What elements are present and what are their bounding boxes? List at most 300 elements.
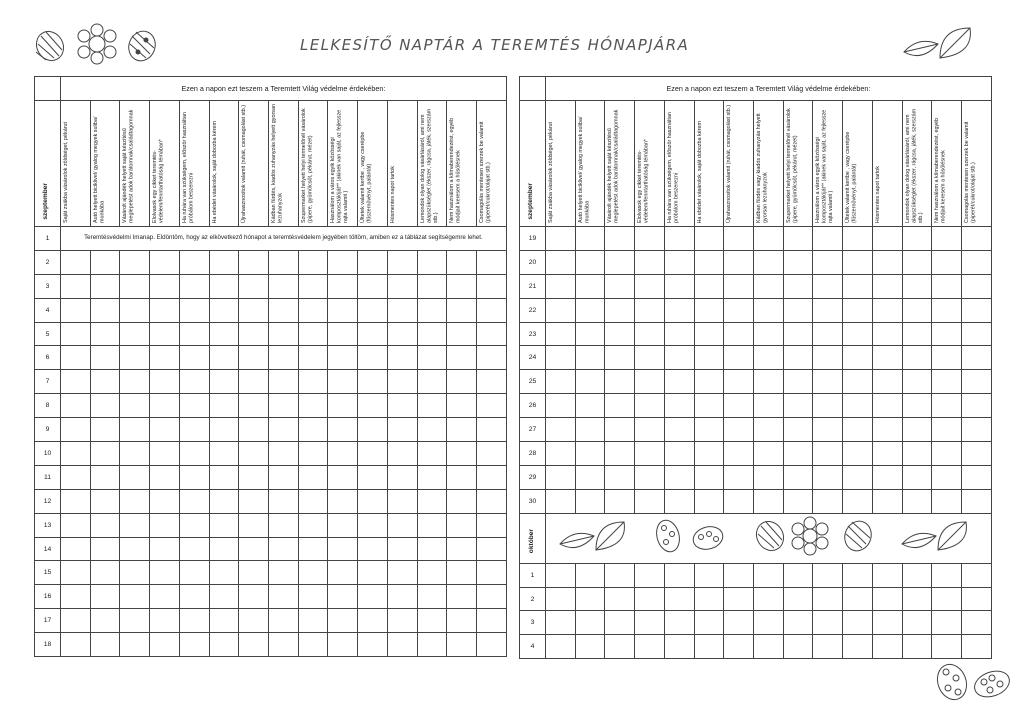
checkbox-cell[interactable] bbox=[90, 489, 120, 513]
checkbox-cell[interactable] bbox=[783, 298, 813, 322]
checkbox-cell[interactable] bbox=[298, 561, 328, 585]
checkbox-cell[interactable] bbox=[209, 322, 239, 346]
checkbox-cell[interactable] bbox=[575, 227, 605, 251]
checkbox-cell[interactable] bbox=[843, 563, 873, 587]
checkbox-cell[interactable] bbox=[239, 537, 269, 561]
checkbox-cell[interactable] bbox=[575, 298, 605, 322]
checkbox-cell[interactable] bbox=[298, 274, 328, 298]
checkbox-cell[interactable] bbox=[813, 489, 843, 513]
checkbox-cell[interactable] bbox=[783, 274, 813, 298]
checkbox-cell[interactable] bbox=[783, 346, 813, 370]
checkbox-cell[interactable] bbox=[179, 537, 209, 561]
checkbox-cell[interactable] bbox=[635, 346, 665, 370]
checkbox-cell[interactable] bbox=[843, 394, 873, 418]
checkbox-cell[interactable] bbox=[209, 250, 239, 274]
checkbox-cell[interactable] bbox=[358, 609, 388, 633]
checkbox-cell[interactable] bbox=[209, 394, 239, 418]
checkbox-cell[interactable] bbox=[694, 394, 724, 418]
checkbox-cell[interactable] bbox=[417, 633, 447, 657]
checkbox-cell[interactable] bbox=[635, 274, 665, 298]
checkbox-cell[interactable] bbox=[477, 513, 507, 537]
checkbox-cell[interactable] bbox=[90, 585, 120, 609]
checkbox-cell[interactable] bbox=[843, 370, 873, 394]
checkbox-cell[interactable] bbox=[90, 394, 120, 418]
checkbox-cell[interactable] bbox=[635, 298, 665, 322]
checkbox-cell[interactable] bbox=[754, 370, 784, 394]
checkbox-cell[interactable] bbox=[724, 611, 754, 635]
checkbox-cell[interactable] bbox=[872, 587, 902, 611]
checkbox-cell[interactable] bbox=[962, 250, 992, 274]
checkbox-cell[interactable] bbox=[179, 513, 209, 537]
checkbox-cell[interactable] bbox=[239, 633, 269, 657]
checkbox-cell[interactable] bbox=[813, 346, 843, 370]
checkbox-cell[interactable] bbox=[902, 370, 932, 394]
checkbox-cell[interactable] bbox=[872, 442, 902, 466]
checkbox-cell[interactable] bbox=[932, 370, 962, 394]
checkbox-cell[interactable] bbox=[605, 346, 635, 370]
checkbox-cell[interactable] bbox=[417, 561, 447, 585]
checkbox-cell[interactable] bbox=[387, 465, 417, 489]
checkbox-cell[interactable] bbox=[664, 465, 694, 489]
checkbox-cell[interactable] bbox=[387, 346, 417, 370]
checkbox-cell[interactable] bbox=[209, 537, 239, 561]
checkbox-cell[interactable] bbox=[546, 611, 576, 635]
checkbox-cell[interactable] bbox=[932, 298, 962, 322]
checkbox-cell[interactable] bbox=[962, 370, 992, 394]
checkbox-cell[interactable] bbox=[179, 585, 209, 609]
checkbox-cell[interactable] bbox=[575, 611, 605, 635]
checkbox-cell[interactable] bbox=[209, 442, 239, 466]
checkbox-cell[interactable] bbox=[783, 442, 813, 466]
checkbox-cell[interactable] bbox=[298, 442, 328, 466]
checkbox-cell[interactable] bbox=[843, 274, 873, 298]
checkbox-cell[interactable] bbox=[902, 587, 932, 611]
checkbox-cell[interactable] bbox=[843, 611, 873, 635]
checkbox-cell[interactable] bbox=[932, 563, 962, 587]
checkbox-cell[interactable] bbox=[417, 418, 447, 442]
checkbox-cell[interactable] bbox=[813, 635, 843, 659]
checkbox-cell[interactable] bbox=[417, 609, 447, 633]
checkbox-cell[interactable] bbox=[575, 370, 605, 394]
checkbox-cell[interactable] bbox=[962, 563, 992, 587]
checkbox-cell[interactable] bbox=[872, 635, 902, 659]
checkbox-cell[interactable] bbox=[328, 609, 358, 633]
checkbox-cell[interactable] bbox=[150, 633, 180, 657]
checkbox-cell[interactable] bbox=[932, 635, 962, 659]
checkbox-cell[interactable] bbox=[90, 322, 120, 346]
checkbox-cell[interactable] bbox=[546, 563, 576, 587]
checkbox-cell[interactable] bbox=[546, 394, 576, 418]
checkbox-cell[interactable] bbox=[447, 274, 477, 298]
checkbox-cell[interactable] bbox=[664, 346, 694, 370]
checkbox-cell[interactable] bbox=[269, 322, 299, 346]
checkbox-cell[interactable] bbox=[447, 370, 477, 394]
checkbox-cell[interactable] bbox=[90, 561, 120, 585]
checkbox-cell[interactable] bbox=[783, 635, 813, 659]
checkbox-cell[interactable] bbox=[179, 465, 209, 489]
checkbox-cell[interactable] bbox=[813, 587, 843, 611]
checkbox-cell[interactable] bbox=[298, 370, 328, 394]
checkbox-cell[interactable] bbox=[387, 561, 417, 585]
checkbox-cell[interactable] bbox=[635, 442, 665, 466]
checkbox-cell[interactable] bbox=[843, 298, 873, 322]
checkbox-cell[interactable] bbox=[902, 227, 932, 251]
checkbox-cell[interactable] bbox=[783, 394, 813, 418]
checkbox-cell[interactable] bbox=[387, 442, 417, 466]
checkbox-cell[interactable] bbox=[150, 322, 180, 346]
checkbox-cell[interactable] bbox=[358, 442, 388, 466]
checkbox-cell[interactable] bbox=[328, 322, 358, 346]
checkbox-cell[interactable] bbox=[962, 322, 992, 346]
checkbox-cell[interactable] bbox=[447, 489, 477, 513]
checkbox-cell[interactable] bbox=[328, 513, 358, 537]
checkbox-cell[interactable] bbox=[179, 370, 209, 394]
checkbox-cell[interactable] bbox=[150, 537, 180, 561]
checkbox-cell[interactable] bbox=[872, 274, 902, 298]
checkbox-cell[interactable] bbox=[605, 250, 635, 274]
checkbox-cell[interactable] bbox=[328, 561, 358, 585]
checkbox-cell[interactable] bbox=[477, 465, 507, 489]
checkbox-cell[interactable] bbox=[664, 394, 694, 418]
checkbox-cell[interactable] bbox=[932, 394, 962, 418]
checkbox-cell[interactable] bbox=[694, 611, 724, 635]
checkbox-cell[interactable] bbox=[872, 418, 902, 442]
checkbox-cell[interactable] bbox=[90, 442, 120, 466]
checkbox-cell[interactable] bbox=[754, 298, 784, 322]
checkbox-cell[interactable] bbox=[962, 227, 992, 251]
checkbox-cell[interactable] bbox=[962, 489, 992, 513]
checkbox-cell[interactable] bbox=[179, 609, 209, 633]
checkbox-cell[interactable] bbox=[239, 465, 269, 489]
checkbox-cell[interactable] bbox=[477, 298, 507, 322]
checkbox-cell[interactable] bbox=[387, 250, 417, 274]
checkbox-cell[interactable] bbox=[575, 274, 605, 298]
checkbox-cell[interactable] bbox=[298, 633, 328, 657]
checkbox-cell[interactable] bbox=[783, 322, 813, 346]
checkbox-cell[interactable] bbox=[120, 418, 150, 442]
checkbox-cell[interactable] bbox=[902, 563, 932, 587]
checkbox-cell[interactable] bbox=[417, 394, 447, 418]
checkbox-cell[interactable] bbox=[120, 298, 150, 322]
checkbox-cell[interactable] bbox=[209, 465, 239, 489]
checkbox-cell[interactable] bbox=[239, 346, 269, 370]
checkbox-cell[interactable] bbox=[635, 394, 665, 418]
checkbox-cell[interactable] bbox=[447, 585, 477, 609]
checkbox-cell[interactable] bbox=[635, 370, 665, 394]
checkbox-cell[interactable] bbox=[962, 394, 992, 418]
checkbox-cell[interactable] bbox=[239, 370, 269, 394]
checkbox-cell[interactable] bbox=[447, 418, 477, 442]
checkbox-cell[interactable] bbox=[298, 513, 328, 537]
checkbox-cell[interactable] bbox=[635, 227, 665, 251]
checkbox-cell[interactable] bbox=[298, 489, 328, 513]
checkbox-cell[interactable] bbox=[269, 346, 299, 370]
checkbox-cell[interactable] bbox=[90, 250, 120, 274]
checkbox-cell[interactable] bbox=[477, 442, 507, 466]
checkbox-cell[interactable] bbox=[417, 513, 447, 537]
checkbox-cell[interactable] bbox=[358, 418, 388, 442]
checkbox-cell[interactable] bbox=[724, 442, 754, 466]
checkbox-cell[interactable] bbox=[239, 322, 269, 346]
checkbox-cell[interactable] bbox=[724, 394, 754, 418]
checkbox-cell[interactable] bbox=[150, 609, 180, 633]
checkbox-cell[interactable] bbox=[902, 250, 932, 274]
checkbox-cell[interactable] bbox=[902, 322, 932, 346]
checkbox-cell[interactable] bbox=[724, 298, 754, 322]
checkbox-cell[interactable] bbox=[358, 489, 388, 513]
checkbox-cell[interactable] bbox=[90, 346, 120, 370]
checkbox-cell[interactable] bbox=[269, 250, 299, 274]
checkbox-cell[interactable] bbox=[269, 465, 299, 489]
checkbox-cell[interactable] bbox=[239, 442, 269, 466]
checkbox-cell[interactable] bbox=[546, 418, 576, 442]
checkbox-cell[interactable] bbox=[546, 298, 576, 322]
checkbox-cell[interactable] bbox=[783, 465, 813, 489]
checkbox-cell[interactable] bbox=[575, 442, 605, 466]
checkbox-cell[interactable] bbox=[902, 346, 932, 370]
checkbox-cell[interactable] bbox=[477, 274, 507, 298]
checkbox-cell[interactable] bbox=[61, 322, 91, 346]
checkbox-cell[interactable] bbox=[575, 465, 605, 489]
checkbox-cell[interactable] bbox=[575, 346, 605, 370]
checkbox-cell[interactable] bbox=[90, 513, 120, 537]
checkbox-cell[interactable] bbox=[872, 370, 902, 394]
checkbox-cell[interactable] bbox=[387, 298, 417, 322]
checkbox-cell[interactable] bbox=[546, 370, 576, 394]
checkbox-cell[interactable] bbox=[605, 442, 635, 466]
checkbox-cell[interactable] bbox=[61, 418, 91, 442]
checkbox-cell[interactable] bbox=[417, 298, 447, 322]
checkbox-cell[interactable] bbox=[575, 322, 605, 346]
checkbox-cell[interactable] bbox=[694, 635, 724, 659]
checkbox-cell[interactable] bbox=[872, 465, 902, 489]
checkbox-cell[interactable] bbox=[239, 489, 269, 513]
checkbox-cell[interactable] bbox=[902, 611, 932, 635]
checkbox-cell[interactable] bbox=[605, 587, 635, 611]
checkbox-cell[interactable] bbox=[120, 322, 150, 346]
checkbox-cell[interactable] bbox=[269, 418, 299, 442]
checkbox-cell[interactable] bbox=[932, 250, 962, 274]
checkbox-cell[interactable] bbox=[61, 609, 91, 633]
checkbox-cell[interactable] bbox=[150, 465, 180, 489]
checkbox-cell[interactable] bbox=[150, 250, 180, 274]
checkbox-cell[interactable] bbox=[843, 489, 873, 513]
checkbox-cell[interactable] bbox=[754, 322, 784, 346]
checkbox-cell[interactable] bbox=[635, 489, 665, 513]
checkbox-cell[interactable] bbox=[635, 322, 665, 346]
checkbox-cell[interactable] bbox=[90, 298, 120, 322]
checkbox-cell[interactable] bbox=[605, 635, 635, 659]
checkbox-cell[interactable] bbox=[754, 587, 784, 611]
checkbox-cell[interactable] bbox=[447, 442, 477, 466]
checkbox-cell[interactable] bbox=[932, 346, 962, 370]
checkbox-cell[interactable] bbox=[754, 489, 784, 513]
checkbox-cell[interactable] bbox=[724, 489, 754, 513]
checkbox-cell[interactable] bbox=[447, 394, 477, 418]
checkbox-cell[interactable] bbox=[635, 635, 665, 659]
checkbox-cell[interactable] bbox=[179, 633, 209, 657]
checkbox-cell[interactable] bbox=[328, 298, 358, 322]
checkbox-cell[interactable] bbox=[962, 418, 992, 442]
checkbox-cell[interactable] bbox=[328, 418, 358, 442]
checkbox-cell[interactable] bbox=[724, 274, 754, 298]
checkbox-cell[interactable] bbox=[417, 442, 447, 466]
checkbox-cell[interactable] bbox=[694, 346, 724, 370]
checkbox-cell[interactable] bbox=[150, 394, 180, 418]
checkbox-cell[interactable] bbox=[269, 298, 299, 322]
checkbox-cell[interactable] bbox=[932, 465, 962, 489]
checkbox-cell[interactable] bbox=[328, 585, 358, 609]
checkbox-cell[interactable] bbox=[962, 346, 992, 370]
checkbox-cell[interactable] bbox=[664, 489, 694, 513]
checkbox-cell[interactable] bbox=[783, 563, 813, 587]
checkbox-cell[interactable] bbox=[358, 513, 388, 537]
checkbox-cell[interactable] bbox=[120, 489, 150, 513]
checkbox-cell[interactable] bbox=[664, 611, 694, 635]
checkbox-cell[interactable] bbox=[387, 394, 417, 418]
checkbox-cell[interactable] bbox=[872, 394, 902, 418]
checkbox-cell[interactable] bbox=[694, 465, 724, 489]
checkbox-cell[interactable] bbox=[417, 274, 447, 298]
checkbox-cell[interactable] bbox=[239, 585, 269, 609]
checkbox-cell[interactable] bbox=[239, 609, 269, 633]
checkbox-cell[interactable] bbox=[813, 250, 843, 274]
checkbox-cell[interactable] bbox=[546, 274, 576, 298]
checkbox-cell[interactable] bbox=[61, 489, 91, 513]
checkbox-cell[interactable] bbox=[269, 561, 299, 585]
checkbox-cell[interactable] bbox=[902, 298, 932, 322]
checkbox-cell[interactable] bbox=[546, 635, 576, 659]
checkbox-cell[interactable] bbox=[239, 418, 269, 442]
checkbox-cell[interactable] bbox=[417, 585, 447, 609]
checkbox-cell[interactable] bbox=[150, 585, 180, 609]
checkbox-cell[interactable] bbox=[962, 298, 992, 322]
checkbox-cell[interactable] bbox=[546, 587, 576, 611]
checkbox-cell[interactable] bbox=[605, 322, 635, 346]
checkbox-cell[interactable] bbox=[843, 322, 873, 346]
checkbox-cell[interactable] bbox=[605, 274, 635, 298]
checkbox-cell[interactable] bbox=[546, 322, 576, 346]
checkbox-cell[interactable] bbox=[358, 633, 388, 657]
checkbox-cell[interactable] bbox=[783, 587, 813, 611]
checkbox-cell[interactable] bbox=[269, 394, 299, 418]
checkbox-cell[interactable] bbox=[387, 322, 417, 346]
checkbox-cell[interactable] bbox=[724, 370, 754, 394]
checkbox-cell[interactable] bbox=[120, 250, 150, 274]
checkbox-cell[interactable] bbox=[120, 442, 150, 466]
checkbox-cell[interactable] bbox=[902, 418, 932, 442]
checkbox-cell[interactable] bbox=[298, 465, 328, 489]
checkbox-cell[interactable] bbox=[358, 346, 388, 370]
checkbox-cell[interactable] bbox=[61, 513, 91, 537]
checkbox-cell[interactable] bbox=[813, 611, 843, 635]
checkbox-cell[interactable] bbox=[605, 465, 635, 489]
checkbox-cell[interactable] bbox=[269, 609, 299, 633]
checkbox-cell[interactable] bbox=[813, 465, 843, 489]
checkbox-cell[interactable] bbox=[754, 635, 784, 659]
checkbox-cell[interactable] bbox=[932, 418, 962, 442]
checkbox-cell[interactable] bbox=[843, 227, 873, 251]
checkbox-cell[interactable] bbox=[447, 513, 477, 537]
checkbox-cell[interactable] bbox=[664, 587, 694, 611]
checkbox-cell[interactable] bbox=[120, 513, 150, 537]
checkbox-cell[interactable] bbox=[150, 561, 180, 585]
checkbox-cell[interactable] bbox=[932, 489, 962, 513]
checkbox-cell[interactable] bbox=[477, 394, 507, 418]
checkbox-cell[interactable] bbox=[328, 489, 358, 513]
checkbox-cell[interactable] bbox=[605, 394, 635, 418]
checkbox-cell[interactable] bbox=[298, 346, 328, 370]
checkbox-cell[interactable] bbox=[813, 227, 843, 251]
checkbox-cell[interactable] bbox=[328, 633, 358, 657]
checkbox-cell[interactable] bbox=[962, 611, 992, 635]
checkbox-cell[interactable] bbox=[664, 563, 694, 587]
checkbox-cell[interactable] bbox=[575, 250, 605, 274]
checkbox-cell[interactable] bbox=[754, 227, 784, 251]
checkbox-cell[interactable] bbox=[724, 563, 754, 587]
checkbox-cell[interactable] bbox=[962, 274, 992, 298]
checkbox-cell[interactable] bbox=[298, 537, 328, 561]
checkbox-cell[interactable] bbox=[209, 346, 239, 370]
checkbox-cell[interactable] bbox=[872, 611, 902, 635]
checkbox-cell[interactable] bbox=[179, 394, 209, 418]
checkbox-cell[interactable] bbox=[635, 418, 665, 442]
checkbox-cell[interactable] bbox=[447, 250, 477, 274]
checkbox-cell[interactable] bbox=[962, 635, 992, 659]
checkbox-cell[interactable] bbox=[239, 513, 269, 537]
checkbox-cell[interactable] bbox=[843, 250, 873, 274]
checkbox-cell[interactable] bbox=[239, 394, 269, 418]
checkbox-cell[interactable] bbox=[269, 489, 299, 513]
checkbox-cell[interactable] bbox=[358, 537, 388, 561]
checkbox-cell[interactable] bbox=[179, 442, 209, 466]
checkbox-cell[interactable] bbox=[694, 418, 724, 442]
checkbox-cell[interactable] bbox=[447, 633, 477, 657]
checkbox-cell[interactable] bbox=[783, 227, 813, 251]
checkbox-cell[interactable] bbox=[150, 489, 180, 513]
checkbox-cell[interactable] bbox=[694, 370, 724, 394]
checkbox-cell[interactable] bbox=[239, 250, 269, 274]
checkbox-cell[interactable] bbox=[417, 537, 447, 561]
checkbox-cell[interactable] bbox=[150, 346, 180, 370]
checkbox-cell[interactable] bbox=[269, 370, 299, 394]
checkbox-cell[interactable] bbox=[813, 442, 843, 466]
checkbox-cell[interactable] bbox=[150, 513, 180, 537]
checkbox-cell[interactable] bbox=[358, 274, 388, 298]
checkbox-cell[interactable] bbox=[447, 465, 477, 489]
checkbox-cell[interactable] bbox=[843, 442, 873, 466]
checkbox-cell[interactable] bbox=[298, 418, 328, 442]
checkbox-cell[interactable] bbox=[179, 489, 209, 513]
checkbox-cell[interactable] bbox=[843, 465, 873, 489]
checkbox-cell[interactable] bbox=[664, 298, 694, 322]
checkbox-cell[interactable] bbox=[546, 227, 576, 251]
checkbox-cell[interactable] bbox=[724, 250, 754, 274]
checkbox-cell[interactable] bbox=[61, 250, 91, 274]
checkbox-cell[interactable] bbox=[575, 635, 605, 659]
checkbox-cell[interactable] bbox=[813, 418, 843, 442]
checkbox-cell[interactable] bbox=[269, 537, 299, 561]
checkbox-cell[interactable] bbox=[962, 587, 992, 611]
checkbox-cell[interactable] bbox=[298, 585, 328, 609]
checkbox-cell[interactable] bbox=[179, 298, 209, 322]
checkbox-cell[interactable] bbox=[387, 513, 417, 537]
checkbox-cell[interactable] bbox=[843, 346, 873, 370]
checkbox-cell[interactable] bbox=[61, 633, 91, 657]
checkbox-cell[interactable] bbox=[477, 250, 507, 274]
checkbox-cell[interactable] bbox=[61, 346, 91, 370]
checkbox-cell[interactable] bbox=[902, 442, 932, 466]
